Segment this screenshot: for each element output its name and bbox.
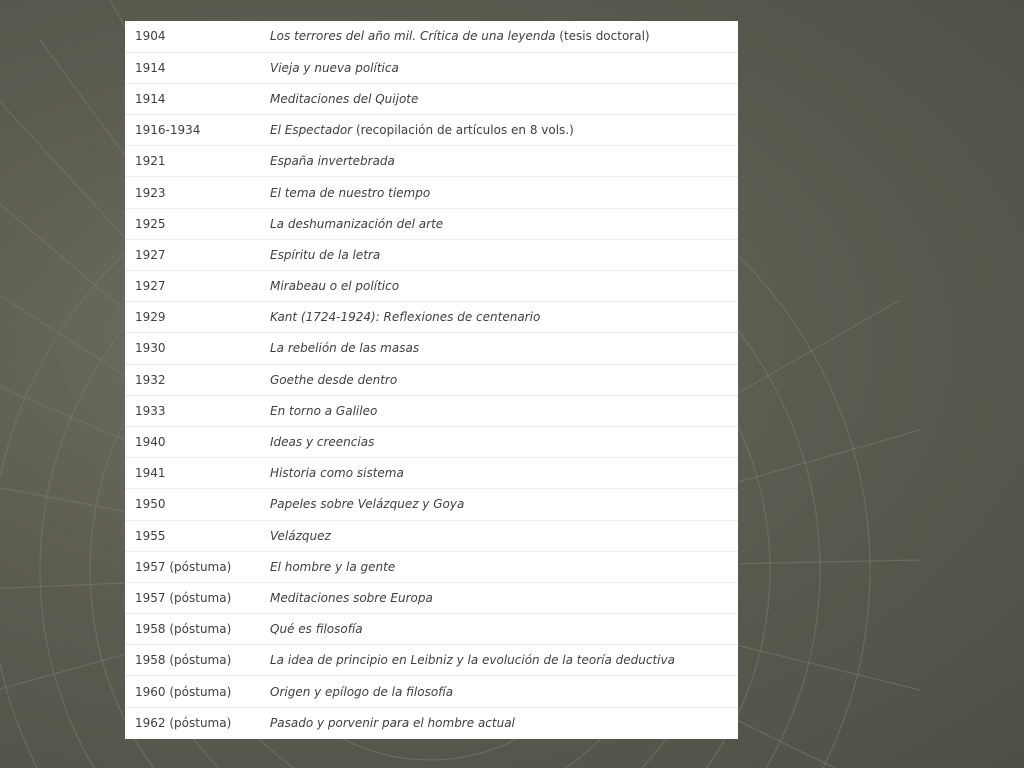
work-title: El hombre y la gente [270, 559, 396, 574]
title-cell [270, 582, 738, 613]
year-cell: 1962 (póstuma) [135, 715, 232, 730]
table-row [125, 302, 738, 333]
works-table [125, 21, 738, 738]
year-cell: 1957 (póstuma) [125, 551, 270, 582]
table-row [125, 52, 738, 83]
table-row [125, 364, 738, 395]
work-title: Qué es filosofía [270, 622, 363, 637]
table-row [125, 271, 738, 302]
title-cell [270, 302, 738, 333]
year-cell: 1950 [125, 489, 270, 520]
year-cell: 1932 [125, 364, 270, 395]
work-title: Espíritu de la letra [270, 247, 381, 262]
table-row [125, 614, 738, 645]
title-cell [270, 364, 738, 395]
work-title: Papeles sobre Velázquez y Goya [270, 497, 465, 512]
work-title: Goethe desde dentro [270, 372, 398, 387]
title-cell [270, 707, 738, 738]
work-title: Ideas y creencias [270, 435, 375, 450]
table-row [125, 83, 738, 114]
year-cell: 1933 [125, 395, 270, 426]
year-cell: 1960 (póstuma) [125, 676, 270, 707]
year-cell: 1955 [125, 520, 270, 551]
table-row [125, 551, 738, 582]
work-title: Meditaciones del Quijote [270, 91, 419, 106]
title-cell [270, 458, 738, 489]
year-cell: 1914 [125, 52, 270, 83]
work-title: Origen y epílogo de la filosofía [270, 684, 454, 699]
work-title: Los terrores del año mil. Crítica de una leyenda [270, 29, 556, 44]
work-title: Meditaciones sobre Europa [270, 590, 433, 605]
year-cell: 1930 [125, 333, 270, 364]
table-row [125, 239, 738, 270]
title-cell [270, 115, 738, 146]
year-cell: 1914 [125, 83, 270, 114]
title-cell [270, 489, 738, 520]
title-cell [270, 208, 738, 239]
title-cell [270, 645, 738, 676]
year-cell: 1958 (póstuma) [125, 645, 270, 676]
table-row [125, 395, 738, 426]
year-cell: 1904 [125, 21, 270, 52]
table-row [125, 177, 738, 208]
table-row [125, 582, 738, 613]
work-title: La deshumanización del arte [270, 216, 444, 231]
title-cell [270, 21, 738, 52]
title-cell [270, 676, 738, 707]
year-cell: 1957 (póstuma) [125, 582, 270, 613]
table-row [125, 458, 738, 489]
year-cell: 1929 [125, 302, 270, 333]
title-cell [270, 239, 738, 270]
work-note: (tesis doctoral) [555, 29, 650, 44]
work-title: La idea de principio en Leibniz y la evolución de la teoría deductiva [270, 653, 675, 668]
table-row [125, 21, 738, 52]
work-title: Pasado y porvenir para el hombre actual [270, 715, 515, 730]
work-title: El Espectador [270, 123, 353, 138]
table-row [125, 707, 738, 738]
title-cell [270, 520, 738, 551]
table-row [125, 208, 738, 239]
work-title: Historia como sistema [270, 466, 404, 481]
table-row [125, 676, 738, 707]
title-cell [270, 395, 738, 426]
year-cell: 1916-1934 [125, 115, 270, 146]
table-row [125, 146, 738, 177]
work-title: En torno a Galileo [270, 403, 378, 418]
work-title: Mirabeau o el político [270, 279, 400, 294]
title-cell [270, 551, 738, 582]
year-cell: 1923 [125, 177, 270, 208]
year-cell: 1927 [125, 271, 270, 302]
table-row [125, 426, 738, 457]
work-note: (recopilación de artículos en 8 vols.) [352, 123, 574, 138]
table-row [125, 489, 738, 520]
title-cell [270, 426, 738, 457]
table-row [125, 645, 738, 676]
work-title: Velázquez [270, 528, 331, 543]
table-row [125, 520, 738, 551]
work-title: Kant (1724-1924): Reflexiones de centenario [270, 310, 541, 325]
works-table-panel [125, 21, 738, 739]
work-title: El tema de nuestro tiempo [270, 185, 431, 200]
work-title: España invertebrada [270, 154, 395, 169]
work-title: Vieja y nueva política [270, 60, 399, 75]
title-cell [270, 271, 738, 302]
title-cell [270, 146, 738, 177]
table-row [125, 333, 738, 364]
title-cell [270, 52, 738, 83]
year-cell: 1927 [125, 239, 270, 270]
title-cell [270, 333, 738, 364]
table-row [125, 115, 738, 146]
year-cell: 1940 [125, 426, 270, 457]
title-cell [270, 83, 738, 114]
work-title: La rebelión de las masas [270, 341, 420, 356]
year-cell: 1958 (póstuma) [125, 614, 270, 645]
title-cell [270, 614, 738, 645]
year-cell: 1941 [125, 458, 270, 489]
works-table-body [125, 21, 738, 738]
title-cell [270, 177, 738, 208]
year-cell: 1925 [125, 208, 270, 239]
year-cell: 1921 [125, 146, 270, 177]
